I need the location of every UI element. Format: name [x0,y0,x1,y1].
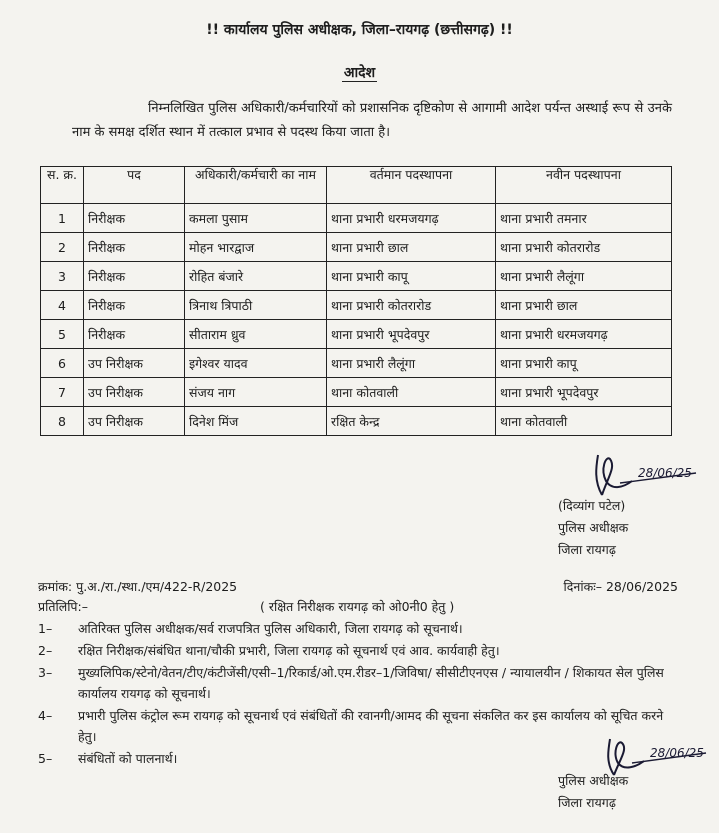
name-cell: इगेश्वर यादव [185,349,327,378]
table-row [41,204,672,233]
col-header-post: पद [84,167,185,204]
new-posting-cell: थाना प्रभारी कापू [496,349,672,378]
col-header-serial: स. क्र. [41,167,84,204]
new-posting-cell: थाना प्रभारी कोतरारोड [496,233,672,262]
officer-district: जिला रायगढ़ [558,542,616,557]
new-posting-cell: थाना प्रभारी भूपदेवपुर [496,378,672,407]
order-title [0,63,719,82]
post-cell: निरीक्षक [84,204,185,233]
signing-officer-copy [558,770,628,814]
col-header-new: नवीन पदस्थापना [496,167,672,204]
officer-designation: पुलिस अधीक्षक [558,520,629,535]
table-row [41,291,672,320]
post-cell: निरीक्षक [84,320,185,349]
current-posting-cell: थाना कोतवाली [327,378,496,407]
table-row [41,233,672,262]
item-text: अतिरिक्त पुलिस अधीक्षक/सर्व राजपत्रित पुलिस अधिकारी, जिला रायगढ़ को सूचनार्थ। [78,621,463,636]
list-item [38,640,688,661]
table-header-row [41,167,672,204]
current-posting-cell: थाना प्रभारी लैलूंगा [327,349,496,378]
col-header-current: वर्तमान पदस्थापना [327,167,496,204]
svg-text:28/06/25: 28/06/25 [650,746,704,760]
name-cell: कमला पुसाम [185,204,327,233]
post-cell: उप निरीक्षक [84,378,185,407]
current-posting-cell: थाना प्रभारी धरमजयगढ़ [327,204,496,233]
post-cell: उप निरीक्षक [84,407,185,436]
post-cell: निरीक्षक [84,262,185,291]
order-number: क्रमांक: पु.अ./रा./स्था./एम/422-R/2025 [38,579,238,594]
current-posting-cell: थाना प्रभारी कोतरारोड [327,291,496,320]
table-row [41,320,672,349]
current-posting-cell: थाना प्रभारी छाल [327,233,496,262]
order-title-text: आदेश [343,65,376,81]
post-cell: निरीक्षक [84,233,185,262]
item-text: प्रभारी पुलिस कंट्रोल रूम रायगढ़ को सूचनार्थ एवं संबंधितों की रवानगी/आमद की सूचना संकलित कर इस कार्यालय को सूचित करने हेतु। [78,708,664,744]
serial-cell: 4 [41,291,84,320]
serial-cell: 5 [41,320,84,349]
name-cell: सीताराम ध्रुव [185,320,327,349]
current-posting-cell: रक्षित केन्द्र [327,407,496,436]
table-row [41,349,672,378]
officer-district: जिला रायगढ़ [558,795,616,810]
new-posting-cell: थाना प्रभारी छाल [496,291,672,320]
new-posting-cell: थाना प्रभारी लैलूंगा [496,262,672,291]
new-posting-cell: थाना प्रभारी धरमजयगढ़ [496,320,672,349]
transfer-table [40,166,672,436]
item-number: 4– [38,708,53,723]
post-cell: उप निरीक्षक [84,349,185,378]
col-header-name: अधिकारी/कर्मचारी का नाम [185,167,327,204]
name-cell: दिनेश मिंज [185,407,327,436]
post-cell: निरीक्षक [84,291,185,320]
item-number: 5– [38,751,53,766]
serial-cell: 2 [41,233,84,262]
officer-name: (दिव्यांग पटेल) [558,498,626,513]
order-intro: निम्नलिखित पुलिस अधिकारी/कर्मचारियों को प्रशासनिक दृष्टिकोण से आगामी आदेश पर्यन्त अस्थाई रूप से उनके नाम के समक्ष दर्शित स्थान में तत्काल प्रभाव से पदस्थ किया जाता है। [72,101,672,140]
copy-to-note: ( रक्षित निरीक्षक रायगढ़ को ओ0नी0 हेतु ) [260,599,455,614]
order-date: दिनांकः– 28/06/2025 [563,579,678,594]
office-header: !! कार्यालय पुलिस अधीक्षक, जिला–रायगढ़ (छत्तीसगढ़) !! [206,22,513,38]
svg-text:28/06/25: 28/06/25 [638,466,692,480]
name-cell: रोहित बंजारे [185,262,327,291]
list-item [38,618,688,639]
signing-officer [558,495,628,561]
name-cell: मोहन भारद्वाज [185,233,327,262]
serial-cell: 6 [41,349,84,378]
serial-cell: 8 [41,407,84,436]
item-text: मुख्यलिपिक/स्टेनो/वेतन/टीए/कंटीजेंसी/एसी–1/रिकार्ड/ओ.एम.रीडर–1/जिविषा/ सीसीटीएनएस / न्यायालयीन / शिकायत सेल पुलिस कार्यालय रायगढ़ को सूचनार्थ। [78,665,664,701]
serial-cell: 7 [41,378,84,407]
item-text: संबंधितों को पालनार्थ। [78,751,178,766]
name-cell: त्रिनाथ त्रिपाठी [185,291,327,320]
table-row [41,407,672,436]
item-number: 2– [38,643,53,658]
serial-cell: 1 [41,204,84,233]
current-posting-cell: थाना प्रभारी भूपदेवपुर [327,320,496,349]
name-cell: संजय नाग [185,378,327,407]
officer-designation: पुलिस अधीक्षक [558,773,629,788]
item-text: रक्षित निरीक्षक/संबंधित थाना/चौकी प्रभारी, जिला रायगढ़ को सूचनार्थ एवं आव. कार्यवाही हेतु। [78,643,500,658]
item-number: 3– [38,665,53,680]
table-row [41,262,672,291]
serial-cell: 3 [41,262,84,291]
table-row [41,378,672,407]
new-posting-cell: थाना कोतवाली [496,407,672,436]
current-posting-cell: थाना प्रभारी कापू [327,262,496,291]
list-item [38,662,688,704]
item-number: 1– [38,621,53,636]
copy-to-label: प्रतिलिपि:– [38,599,88,614]
new-posting-cell: थाना प्रभारी तमनार [496,204,672,233]
